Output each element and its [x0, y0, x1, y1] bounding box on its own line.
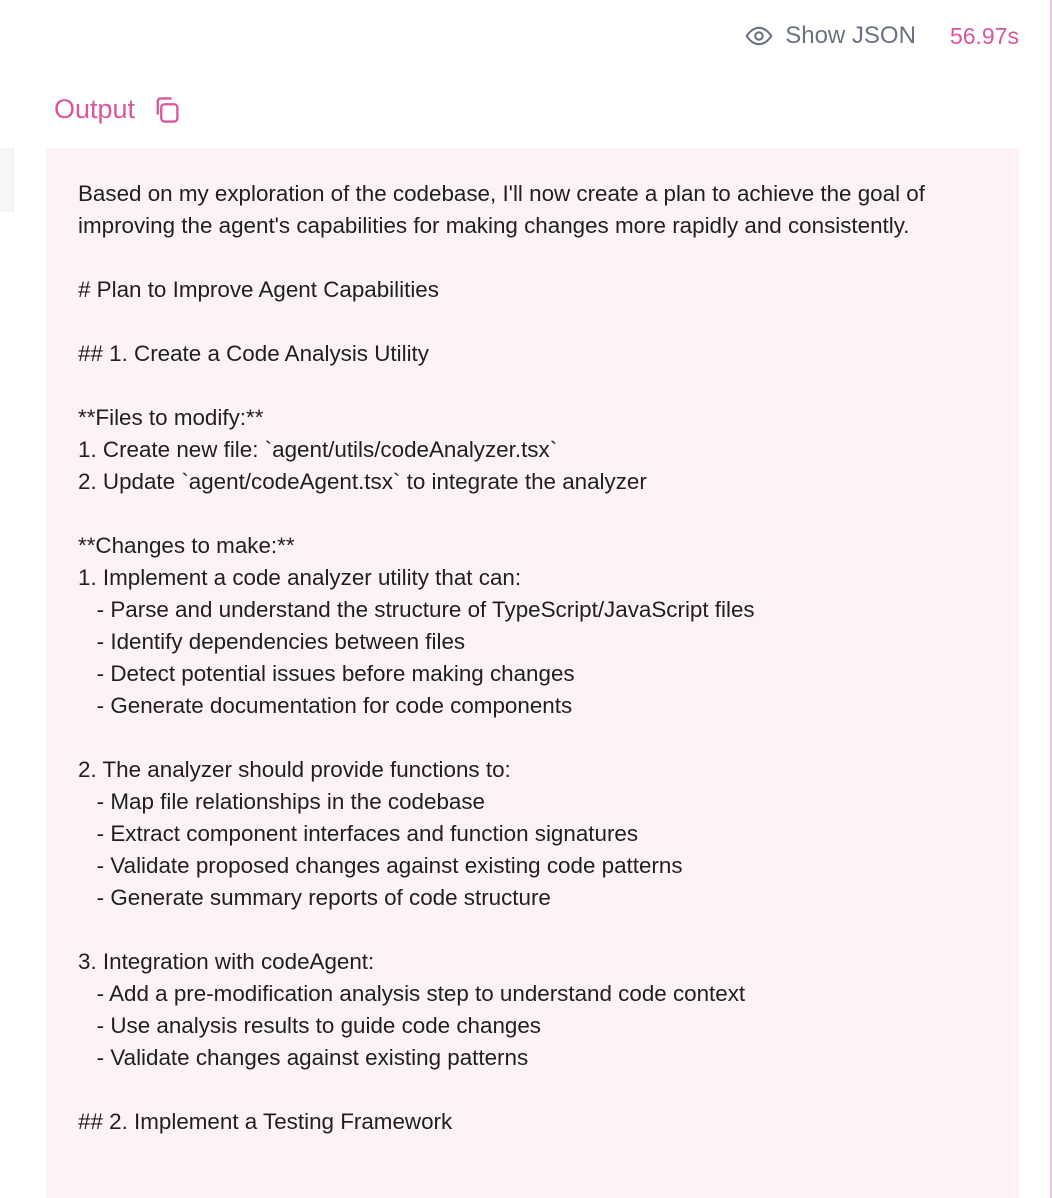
output-panel: [46, 148, 1019, 1198]
show-json-button[interactable]: [745, 22, 916, 50]
top-bar: [745, 18, 1019, 54]
output-title: Output: [54, 94, 136, 124]
eye-icon: [745, 22, 773, 50]
copy-icon: [153, 95, 181, 125]
copy-button[interactable]: [153, 95, 181, 125]
output-text: Based on my exploration of the codebase, I'll now create a plan to achieve the goal of improving the agent's capabilities for making changes more rapidly and consistently. # Plan to Improve Agent Capabilities ## 1. Create a Code Analysis Utility **Files to modify:** 1. Create new file: `agent/utils/codeAnalyzer.tsx` 2. Update `agent/codeAgent.tsx` to integrate the analyzer **Changes to make:** 1. Implement a code analyzer utility that can: - Parse and understand the structure of TypeScript/JavaScript files - Identify dependencies between files - Detect potential issues before making changes - Generate documentation for code components 2. The analyzer should provide functions to: - Map file relationships in the codebase - Extract component interfaces and function signatures - Validate proposed changes against existing code patterns - Generate summary reports of code structure 3. Integration with codeAgent: - Add a pre-modification analysis step to understand code context - Use analysis results to guide code changes - Validate changes against existing patterns ## 2. Implement a Testing Framework: [78, 181, 925, 1134]
left-panel-edge: [0, 148, 14, 212]
show-json-label: Show JSON: [785, 22, 916, 49]
output-header: [54, 94, 181, 125]
elapsed-time: 56.97s: [949, 22, 1019, 49]
